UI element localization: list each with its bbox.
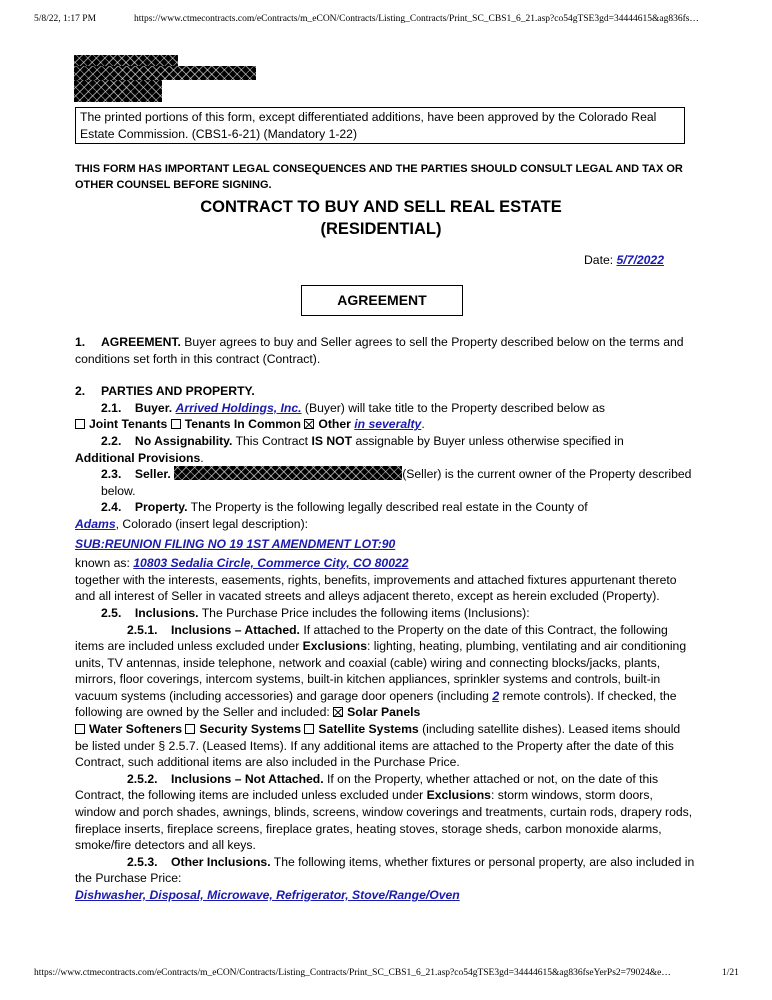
joint-tenants-label: Joint Tenants [89,417,168,432]
s252-heading: Inclusions – Not Attached. [171,771,324,786]
s21-num: 2.1. [101,400,122,415]
section-2-4 [75,499,695,516]
section-2-2-cont [75,450,695,467]
legal-description-line [75,536,695,553]
section-1 [75,334,695,367]
section-2-5-3 [75,854,695,887]
known-as-line [75,555,695,572]
legal-warning: THIS FORM HAS IMPORTANT LEGAL CONSEQUENCES AND THE PARTIES SHOULD CONSULT LEGAL AND TAX OR OTHER COUNSEL BEFORE SIGNING. [75,163,683,191]
s1-num: 1. [75,335,86,349]
print-timestamp: 5/8/22, 1:17 PM [34,14,97,24]
redacted-block-2 [74,66,256,80]
s22-heading: No Assignability. [134,433,233,448]
county-link[interactable]: Adams [75,516,116,531]
s253-heading: Other Inclusions. [171,854,271,869]
s24-num: 2.4. [101,500,122,515]
title-line-2: (RESIDENTIAL) [320,220,442,238]
contract-date [584,253,664,267]
other-value-link[interactable]: in severalty [354,417,422,432]
buyer-name-link[interactable]: Arrived Holdings, Inc. [175,400,302,415]
other-label: Other [318,417,351,432]
s251-text4: (including satellite dishes). Leased items should be listed under § 2.5.7. (Leased Items). If any additional items are attached to the Property after the date of this Contract, such additional items are also included in the Purchase Price. [75,722,681,770]
title-options [75,416,695,433]
s251-text2: : lighting, heating, plumbing, ventilating and air conditioning units, TV antennas, inside telephone, network and coaxial (cable) wiring and connecting blocks/jacks, plants, mirrors, floor coverings, intercom systems, built-in kitchen appliances, sprinkler systems and controls, built-in vacuum systems (including accessories) and garage door openers (including [75,639,687,703]
s22-num: 2.2. [101,433,122,448]
legal-description-link[interactable]: SUB:REUNION FILING NO 19 1ST AMENDMENT LOT:90 [75,536,396,551]
section-2-3 [75,466,695,499]
s253-text: The following items, whether fixtures or personal property, are also included in the Purchase Price: [75,854,695,886]
section-2-5-1 [75,622,695,771]
section-2 [75,383,695,400]
s22-text1: This Contract [232,433,312,448]
other-inclusions-link[interactable]: Dishwasher, Disposal, Microwave, Refrigerator, Stove/Range/Oven [75,888,460,902]
s252-num: 2.5.2. [127,771,158,786]
s23-text: (Seller) is the current owner of the Property described below. [101,467,692,498]
s2-heading: PARTIES AND PROPERTY. [101,384,255,399]
s24-text3: together with the interests, easements, rights, benefits, improvements and attached fixtures appurtenant thereto and all interest of Seller in vacated streets and alleys adjacent thereto, except as herein excluded (Property). [75,572,677,604]
s22-addl: Additional Provisions [75,450,201,465]
water-softeners-label: Water Softeners [89,722,183,737]
s22-text2: assignable by Buyer unless otherwise specified in [352,433,624,448]
page-number: 1/21 [722,968,739,978]
security-systems-label: Security Systems [199,722,302,737]
county-line [75,516,695,533]
tenants-in-common-checkbox[interactable] [171,419,181,429]
date-label: Date: [584,253,617,267]
contract-body [75,334,695,904]
contract-title [75,196,687,240]
s2-num: 2. [75,384,86,399]
s251-exclusions: Exclusions [302,639,367,654]
s21-heading: Buyer. [134,400,173,415]
s24-text1: The Property is the following legally described real estate in the County of [187,500,588,515]
water-softeners-checkbox[interactable] [75,724,85,734]
s252-text2: : storm windows, storm doors, window and porch shades, awnings, blinds, screens, window coverings and treatments, curtain rods, drapery rods, fireplace inserts, fireplace screens, fireplace grates, heating stoves, storage sheds, carbon monoxide alarms, smoke/fire detectors and all keys. [75,788,693,853]
s24-text2: , Colorado (insert legal description): [115,516,309,531]
s25-text: The Purchase Price includes the following items (Inclusions): [198,605,530,620]
openers-count-link[interactable]: 2 [492,688,500,703]
section-2-5 [75,605,695,622]
solar-panels-checkbox[interactable] [333,707,343,717]
s23-heading: Seller. [134,467,171,482]
s21-period: . [421,417,425,432]
s24-heading: Property. [134,500,188,515]
section-2-5-2 [75,771,695,854]
date-value-link[interactable]: 5/7/2022 [616,253,664,267]
s23-num: 2.3. [101,467,122,482]
s1-text: Buyer agrees to buy and Seller agrees to sell the Property described below on the terms and conditions set forth in this contract (Contract). [75,335,684,366]
redacted-block-3 [74,80,162,102]
title-line-1: CONTRACT TO BUY AND SELL REAL ESTATE [200,198,562,216]
s21-text: (Buyer) will take title to the Property described below as [301,400,605,415]
satellite-systems-label: Satellite Systems [318,722,419,737]
solar-panels-label: Solar Panels [347,705,421,720]
other-inclusions-line [75,887,695,904]
commission-notice: The printed portions of this form, except differentiated additions, have been approved by the Colorado Real Estate Commission. (CBS1-6-21) (Mandatory 1-22) [75,107,685,144]
s25-num: 2.5. [101,605,122,620]
security-systems-checkbox[interactable] [185,724,195,734]
s25-heading: Inclusions. [134,605,199,620]
s251-heading: Inclusions – Attached. [171,622,300,637]
section-2-1 [75,400,695,417]
s22-isnot: IS NOT [311,433,353,448]
print-footer-url: https://www.ctmecontracts.com/eContracts/m_eCON/Contracts/Listing_Contracts/Print_SC_CBS1_6_21.asp?co54gTSE3gd=34444615&ag836fseYerPs2=79024&e… [34,968,671,978]
print-header-url: https://www.ctmecontracts.com/eContracts/m_eCON/Contracts/Listing_Contracts/Print_SC_CBS1_6_21.asp?co54gTSE3gd=34444615&ag836fs… [134,14,699,24]
satellite-systems-checkbox[interactable] [304,724,314,734]
s252-text1: If on the Property, whether attached or not, on the date of this Contract, the following items are included unless excluded under [75,771,659,803]
s252-exclusions: Exclusions [426,788,491,803]
address-link[interactable]: 10803 Sedalia Circle, Commerce City, CO 80022 [133,556,409,571]
known-as-label: known as: [75,556,134,571]
s251-text3: remote controls). If checked, the following are owned by the Seller and included: [75,688,677,720]
section-2-2 [75,433,695,450]
redacted-seller-name [174,466,402,480]
s22-period: . [200,450,204,465]
joint-tenants-checkbox[interactable] [75,419,85,429]
s1-heading: AGREEMENT. [101,335,181,349]
other-checkbox[interactable] [304,419,314,429]
tenants-in-common-label: Tenants In Common [184,417,301,432]
s253-num: 2.5.3. [127,854,158,869]
s251-num: 2.5.1. [127,622,158,637]
s251-text1: If attached to the Property on the date of this Contract, the following items are included unless excluded under [75,622,668,654]
agreement-box: AGREEMENT [301,285,463,316]
